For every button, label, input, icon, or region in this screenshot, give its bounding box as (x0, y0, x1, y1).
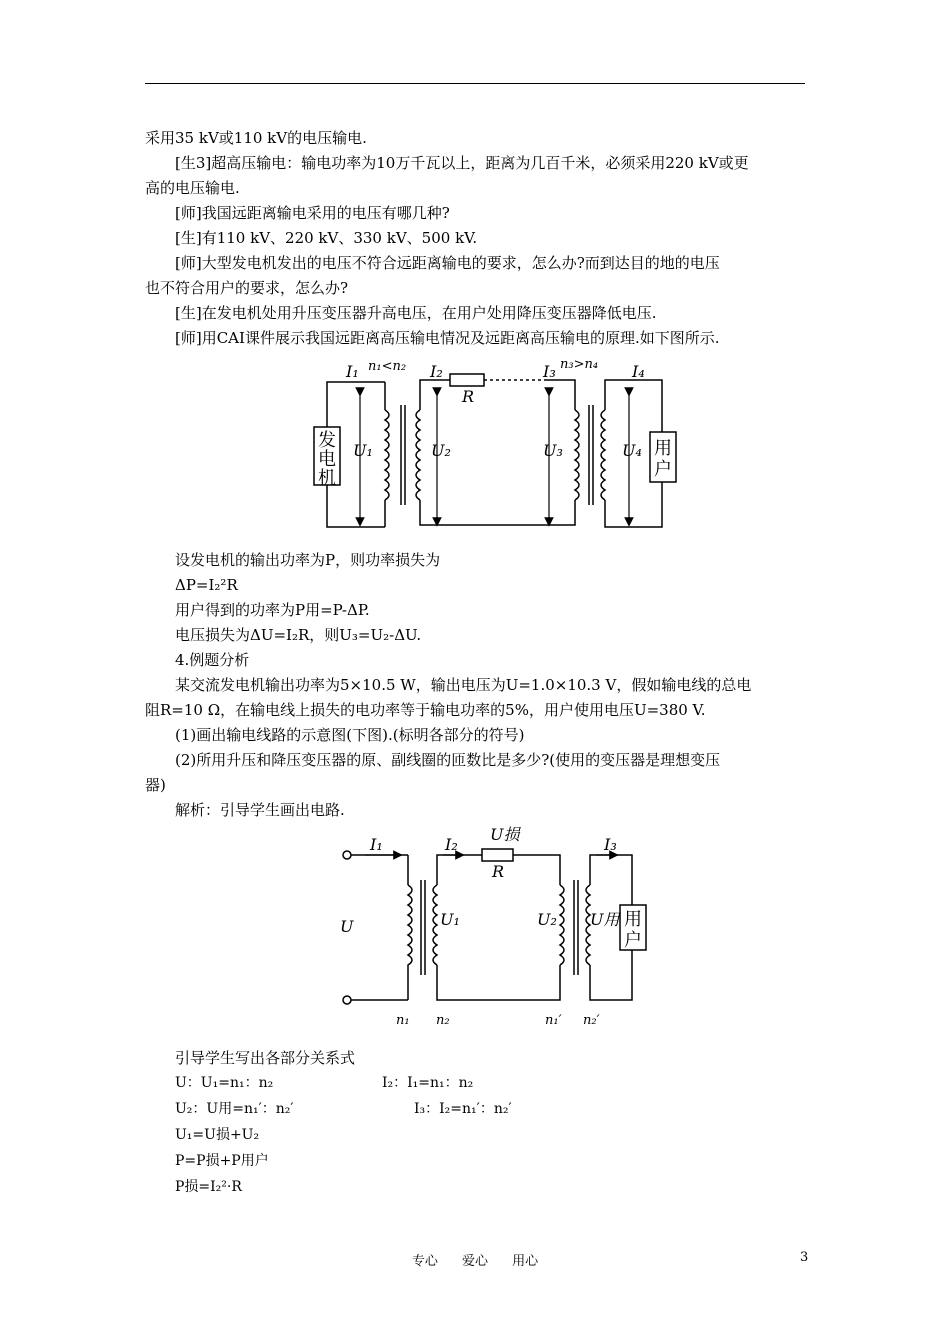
transmission-diagram (300, 355, 680, 535)
formula-line: ΔP=I₂²R (175, 576, 238, 594)
paragraph-line: (2)所用升压和降压变压器的原、副线圈的匝数比是多少?(使用的变压器是理想变压 (175, 751, 721, 769)
resistor-label: R (462, 387, 475, 406)
paragraph-line: [师]用CAI课件展示我国远距离高压输电情况及远距离高压输电的原理.如下图所示. (175, 329, 720, 347)
paragraph-line: 高的电压输电. (145, 179, 240, 197)
paragraph-line: 某交流发电机输出功率为5×10.5 W，输出电压为U=1.0×10.3 V，假如输电线的总电 (175, 676, 752, 694)
paragraph-line: [生]有110 kV、220 kV、330 kV、500 kV. (175, 229, 478, 247)
paragraph-line: 也不符合用户的要求，怎么办? (145, 279, 349, 297)
footer-item: 爱心 (461, 1254, 488, 1269)
example-circuit-diagram (330, 820, 660, 1030)
header-rule (145, 83, 805, 84)
section-heading: 4.例题分析 (175, 651, 250, 669)
turns-label: n₁ (396, 1013, 410, 1028)
user-label: 用 (624, 909, 642, 930)
generator-label: 发 (318, 430, 336, 451)
paragraph-line: (1)画出输电线路的示意图(下图).(标明各部分的符号) (175, 726, 525, 744)
paragraph-line: 设发电机的输出功率为P，则功率损失为 (175, 551, 441, 569)
current-label: I₁ (346, 362, 359, 381)
equation: P损=I₂²·R (175, 1179, 242, 1195)
source-voltage-label: U (340, 917, 354, 936)
turns-label: n₂ (436, 1013, 450, 1028)
voltage-label: U₁ (440, 910, 460, 929)
turns-label: n₁′ (545, 1013, 562, 1028)
equation: I₂：I₁=n₁：n₂ (382, 1075, 474, 1091)
paragraph-line: 阻R=10 Ω，在输电线上损失的电功率等于输电功率的5%，用户使用电压U=380 V. (145, 701, 706, 719)
voltage-label: U₃ (543, 441, 563, 460)
paragraph-line: 用户得到的功率为P用=P-ΔP. (175, 601, 370, 619)
equation: P=P损+P用户 (175, 1153, 269, 1169)
footer-item: 专心 (411, 1254, 438, 1269)
paragraph-line: 电压损失为ΔU=I₂R，则U₃=U₂-ΔU. (175, 626, 422, 644)
voltage-label: U₂ (537, 910, 557, 929)
resistor-label: R (492, 862, 505, 881)
paragraph-line: [师]大型发电机发出的电压不符合远距离输电的要求，怎么办?而到达目的地的电压 (175, 254, 720, 272)
paragraph-line: [生]在发电机处用升压变压器升高电压，在用户处用降压变压器降低电压. (175, 304, 657, 322)
equation: I₃：I₂=n₁′：n₂′ (414, 1101, 512, 1117)
paragraph-line: 采用35 kV或110 kV的电压输电. (145, 129, 367, 147)
voltage-label: U₂ (431, 441, 451, 460)
voltage-label: U₁ (353, 441, 373, 460)
equation: U：U₁=n₁：n₂ (175, 1075, 274, 1091)
page-number: 3 (800, 1250, 809, 1265)
voltage-label: U用 (590, 910, 620, 929)
turns-ratio-label: n₁<n₂ (368, 359, 407, 374)
turns-ratio-label: n₃>n₄ (560, 357, 599, 372)
generator-label: 机 (318, 468, 336, 489)
user-label: 户 (624, 930, 642, 951)
user-label: 户 (654, 459, 672, 480)
footer-item: 用心 (512, 1254, 539, 1269)
current-label: I₁ (370, 835, 383, 854)
current-label: I₃ (604, 835, 617, 854)
paragraph-line: [师]我国远距离输电采用的电压有哪几种? (175, 204, 450, 222)
loss-voltage-label: U损 (490, 825, 520, 844)
voltage-label: U₄ (622, 441, 642, 460)
current-label: I₄ (632, 362, 645, 381)
current-label: I₂ (430, 362, 443, 381)
paragraph-line: 器) (145, 776, 166, 794)
generator-label: 电 (318, 449, 336, 470)
paragraph-line: [生3]超高压输电：输电功率为10万千瓦以上，距离为几百千米，必须采用220 kV或更 (175, 154, 749, 172)
current-label: I₃ (543, 362, 556, 381)
current-label: I₂ (445, 835, 458, 854)
equation: U₁=U损+U₂ (175, 1127, 260, 1143)
paragraph-line: 解析：引导学生画出电路. (175, 801, 345, 819)
turns-label: n₂′ (583, 1013, 600, 1028)
paragraph-line: 引导学生写出各部分关系式 (175, 1049, 356, 1067)
equation: U₂：U用=n₁′：n₂′ (175, 1101, 294, 1117)
user-label: 用 (654, 438, 672, 459)
